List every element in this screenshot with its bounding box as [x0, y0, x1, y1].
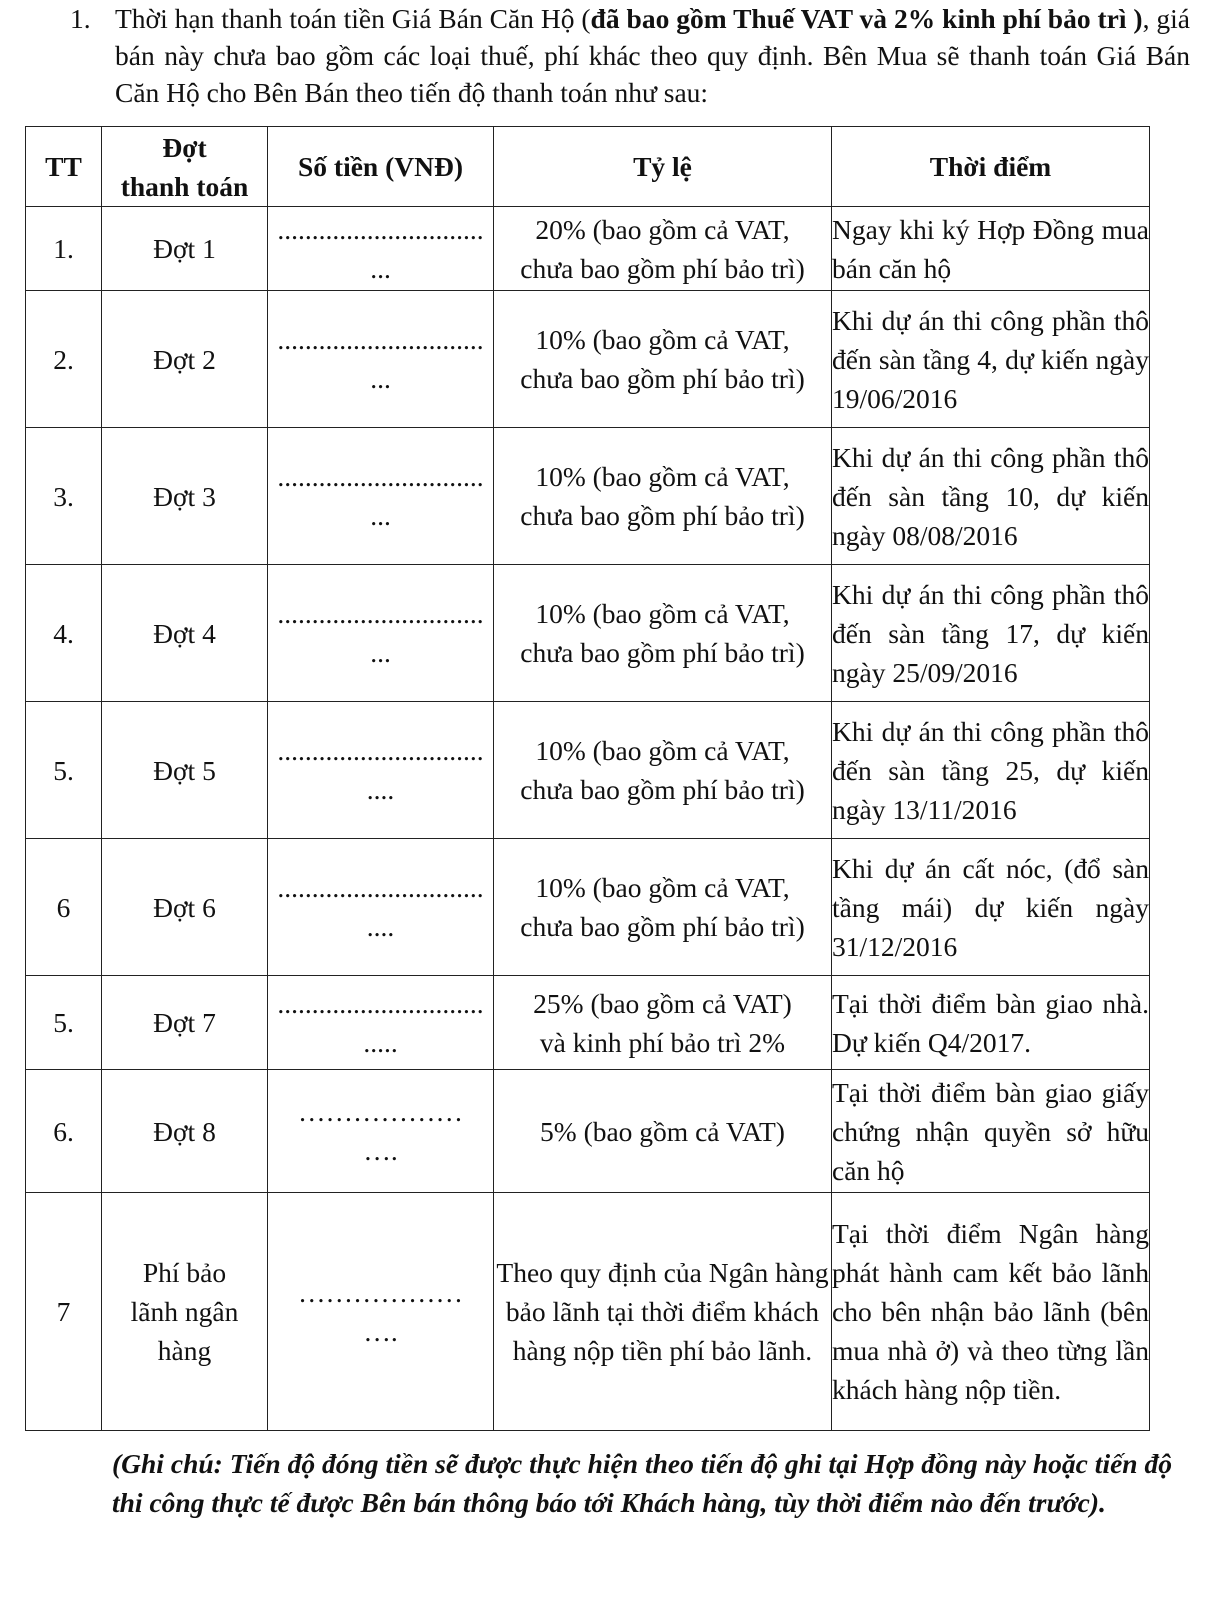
rate-line-1: 20% (bao gồm cả VAT, [535, 213, 790, 245]
amount-dots-line-2: .... [366, 774, 395, 805]
cell-tt: 1. [26, 207, 102, 291]
cell-tt: 6. [26, 1070, 102, 1193]
header-dot: Đợt thanh toán [102, 127, 268, 207]
rate-line-1: 10% (bao gồm cả VAT, [535, 872, 790, 903]
amount-dots-line-2: ... [370, 252, 391, 284]
intro-number: 1. [70, 3, 91, 34]
amount-dots-line-2: ... [370, 363, 391, 394]
cell-amount [268, 976, 494, 1070]
cell-amount [268, 1070, 494, 1193]
amount-dots-line-2: …. [363, 1135, 398, 1166]
cell-time: Tại thời điểm bàn giao giấy chứng nhận quyền sở hữu căn hộ [832, 1070, 1150, 1193]
rate-line-2: chưa bao gồm phí bảo trì) [520, 363, 805, 394]
cell-rate [494, 207, 832, 291]
cell-tt: 4. [26, 565, 102, 702]
table-row [26, 702, 1150, 839]
amount-dots-line-1: ……………… [298, 1276, 463, 1308]
cell-tt: 3. [26, 428, 102, 565]
cell-amount [268, 702, 494, 839]
amount-dots-line-1: ……………… [298, 1096, 463, 1127]
cell-amount [268, 1193, 494, 1431]
cell-dot: Đợt 1 [102, 207, 268, 291]
cell-rate [494, 565, 832, 702]
cell-rate [494, 976, 832, 1070]
cell-amount [268, 565, 494, 702]
amount-dots-line-2: ... [370, 637, 391, 668]
cell-amount [268, 207, 494, 291]
header-amount: Số tiền (VNĐ) [268, 127, 494, 207]
intro-text: Thời hạn thanh toán tiền Giá Bán Căn Hộ (đã bao gồm Thuế VAT và 2% kinh phí bảo trì ), giá bán này chưa bao gồm các loại thuế, phí khác theo quy định. Bên Mua sẽ thanh toán Giá Bán Căn Hộ cho Bên Bán theo tiến độ thanh toán như sau: [115, 3, 1190, 108]
amount-dots-line-1: .............................. [277, 872, 484, 903]
cell-rate [494, 702, 832, 839]
rate-line-2: chưa bao gồm phí bảo trì) [520, 252, 805, 284]
rate-line-2: chưa bao gồm phí bảo trì) [520, 500, 805, 531]
cell-time: Ngay khi ký Hợp Đồng mua bán căn hộ [832, 207, 1150, 291]
rate-line-2: chưa bao gồm phí bảo trì) [520, 774, 805, 805]
table-row [26, 565, 1150, 702]
header-rate: Tỷ lệ [494, 127, 832, 207]
cell-dot: Đợt 7 [102, 976, 268, 1070]
amount-dots-line-2: ... [370, 500, 391, 531]
rate-line-2: và kinh phí bảo trì 2% [539, 1026, 786, 1058]
cell-dot: Đợt 6 [102, 839, 268, 976]
cell-tt: 5. [26, 976, 102, 1070]
table-row [26, 428, 1150, 565]
amount-dots-line-1: .............................. [277, 987, 484, 1019]
cell-tt: 2. [26, 291, 102, 428]
table-row [26, 291, 1150, 428]
rate-text: Theo quy định của Ngân hàng bảo lãnh tại thời điểm khách hàng nộp tiền phí bảo lãnh. [496, 1257, 829, 1366]
cell-tt: 6 [26, 839, 102, 976]
rate-line-1: 10% (bao gồm cả VAT, [535, 735, 790, 766]
cell-dot: Đợt 8 [102, 1070, 268, 1193]
cell-dot: Đợt 5 [102, 702, 268, 839]
cell-tt: 7 [26, 1193, 102, 1431]
table-row [26, 207, 1150, 291]
rate-line-2: chưa bao gồm phí bảo trì) [520, 911, 805, 942]
payment-schedule-table [25, 126, 1150, 1431]
cell-amount [268, 291, 494, 428]
rate-line-1: 10% (bao gồm cả VAT, [535, 324, 790, 355]
cell-time: Khi dự án thi công phần thô đến sàn tầng 25, dự kiến ngày 13/11/2016 [832, 702, 1150, 839]
rate-line-1: 10% (bao gồm cả VAT, [535, 598, 790, 629]
header-tt: TT [26, 127, 102, 207]
cell-dot: Đợt 2 [102, 291, 268, 428]
table-row [26, 1193, 1150, 1431]
cell-rate [494, 1070, 832, 1193]
cell-time: Khi dự án thi công phần thô đến sàn tầng 10, dự kiến ngày 08/08/2016 [832, 428, 1150, 565]
amount-dots-line-1: .............................. [277, 213, 484, 245]
table-row [26, 976, 1150, 1070]
cell-time: Tại thời điểm Ngân hàng phát hành cam kết bảo lãnh cho bên nhận bảo lãnh (bên mua nhà ở) và theo từng lần khách hàng nộp tiền. [832, 1193, 1150, 1431]
cell-dot: Đợt 4 [102, 565, 268, 702]
cell-rate [494, 291, 832, 428]
table-header-row [26, 127, 1150, 207]
cell-dot: Phí bảo lãnh ngân hàng [102, 1193, 268, 1431]
rate-line-1: 25% (bao gồm cả VAT) [533, 987, 792, 1019]
cell-time: Khi dự án thi công phần thô đến sàn tầng 17, dự kiến ngày 25/09/2016 [832, 565, 1150, 702]
cell-amount [268, 839, 494, 976]
cell-time: Khi dự án cất nóc, (đổ sàn tầng mái) dự kiến ngày 31/12/2016 [832, 839, 1150, 976]
cell-rate [494, 1193, 832, 1431]
cell-time: Khi dự án thi công phần thô đến sàn tầng 4, dự kiến ngày 19/06/2016 [832, 291, 1150, 428]
amount-dots-line-1: .............................. [277, 735, 484, 766]
cell-time: Tại thời điểm bàn giao nhà. Dự kiến Q4/2017. [832, 976, 1150, 1070]
amount-dots-line-2: .... [366, 911, 395, 942]
cell-tt: 5. [26, 702, 102, 839]
cell-rate [494, 839, 832, 976]
cell-dot: Đợt 3 [102, 428, 268, 565]
intro-paragraph [70, 0, 1190, 111]
table-row [26, 839, 1150, 976]
amount-dots-line-1: .............................. [277, 598, 484, 629]
amount-dots-line-2: …. [363, 1315, 398, 1347]
header-time: Thời điểm [832, 127, 1150, 207]
rate-line-1: 10% (bao gồm cả VAT, [535, 461, 790, 492]
amount-dots-line-1: .............................. [277, 324, 484, 355]
amount-dots-line-1: .............................. [277, 461, 484, 492]
rate-text: 5% (bao gồm cả VAT) [540, 1115, 785, 1147]
cell-rate [494, 428, 832, 565]
table-row [26, 1070, 1150, 1193]
amount-dots-line-2: ..... [363, 1026, 398, 1058]
footnote: (Ghi chú: Tiến độ đóng tiền sẽ được thực hiện theo tiến độ ghi tại Hợp đồng này hoặc tiến độ thi công thực tế được Bên bán thông báo tới Khách hàng, tùy thời điểm nào đến trước). [112, 1448, 1172, 1518]
rate-line-2: chưa bao gồm phí bảo trì) [520, 637, 805, 668]
cell-amount [268, 428, 494, 565]
intro-bold-text: đã bao gồm Thuế VAT và 2% kinh phí bảo trì ) [590, 3, 1143, 34]
